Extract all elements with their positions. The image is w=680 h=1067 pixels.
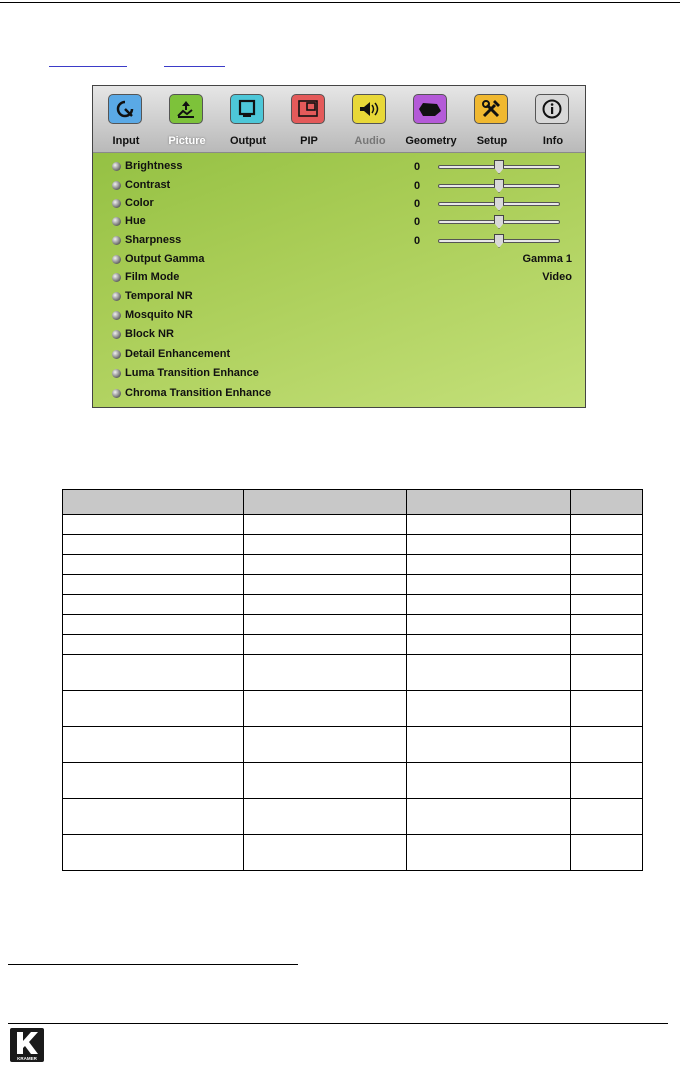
input-icon: [108, 94, 142, 124]
color-slider[interactable]: [438, 202, 560, 206]
table-row: [63, 727, 643, 763]
table-row: [63, 655, 643, 691]
menu-item-film-mode[interactable]: Film Mode Video: [112, 270, 572, 286]
bullet-icon: [112, 162, 121, 171]
table-row: [63, 555, 643, 575]
hue-slider[interactable]: [438, 220, 560, 224]
tab-label: Output: [229, 135, 267, 147]
table-header-row: [63, 490, 643, 515]
menu-item-mosquito-nr[interactable]: Mosquito NR: [112, 308, 572, 324]
tab-label: PIP: [300, 135, 318, 147]
tab-geometry[interactable]: [403, 94, 459, 152]
table-row: [63, 635, 643, 655]
table-row: [63, 763, 643, 799]
osd-tab-bar: [93, 86, 585, 153]
table-row: [63, 575, 643, 595]
table-row: [63, 615, 643, 635]
bullet-icon: [112, 330, 121, 339]
menu-item-color[interactable]: Color 0: [112, 196, 572, 212]
tab-label: Audio: [354, 135, 386, 147]
tab-input[interactable]: [98, 94, 154, 152]
menu-item-chroma-transition[interactable]: Chroma Transition Enhance: [112, 386, 572, 402]
table-row: [63, 835, 643, 871]
hyperlink-underline-2[interactable]: [164, 66, 225, 67]
tab-label: Picture: [168, 135, 206, 147]
header-rule: [0, 2, 680, 3]
menu-item-block-nr[interactable]: Block NR: [112, 327, 572, 343]
geometry-icon: [413, 94, 447, 124]
bullet-icon: [112, 236, 121, 245]
tab-label: Geometry: [405, 135, 457, 147]
osd-picture-menu: [92, 85, 586, 408]
tab-setup[interactable]: [464, 94, 520, 152]
svg-text:KRAMER: KRAMER: [17, 1056, 37, 1061]
slider-thumb[interactable]: [494, 215, 504, 229]
pip-icon: [291, 94, 325, 124]
kramer-logo: [10, 1028, 44, 1062]
picture-icon: [169, 94, 203, 124]
menu-item-temporal-nr[interactable]: Temporal NR: [112, 289, 572, 305]
contrast-slider[interactable]: [438, 184, 560, 188]
parameter-table: [62, 489, 643, 871]
brightness-slider[interactable]: [438, 165, 560, 169]
bullet-icon: [112, 369, 121, 378]
menu-item-sharpness[interactable]: Sharpness 0: [112, 233, 572, 249]
menu-item-luma-transition[interactable]: Luma Transition Enhance: [112, 366, 572, 382]
tab-audio[interactable]: [342, 94, 398, 152]
table-row: [63, 799, 643, 835]
tab-pip[interactable]: [281, 94, 337, 152]
bullet-icon: [112, 350, 121, 359]
menu-item-output-gamma[interactable]: Output Gamma Gamma 1: [112, 252, 572, 268]
table-row: [63, 595, 643, 615]
table-row: [63, 535, 643, 555]
tab-picture[interactable]: [159, 94, 215, 152]
table-row: [63, 515, 643, 535]
menu-item-hue[interactable]: Hue 0: [112, 214, 572, 230]
bullet-icon: [112, 217, 121, 226]
bullet-icon: [112, 389, 121, 398]
menu-item-detail-enhancement[interactable]: Detail Enhancement: [112, 347, 572, 363]
slider-thumb[interactable]: [494, 234, 504, 248]
bullet-icon: [112, 311, 121, 320]
slider-thumb[interactable]: [494, 160, 504, 174]
hyperlink-underline-1[interactable]: [49, 66, 127, 67]
table-row: [63, 691, 643, 727]
bullet-icon: [112, 181, 121, 190]
footer-rule: [8, 1023, 668, 1024]
tab-label: Setup: [476, 135, 508, 147]
slider-thumb[interactable]: [494, 197, 504, 211]
output-icon: [230, 94, 264, 124]
tab-output[interactable]: [220, 94, 276, 152]
slider-thumb[interactable]: [494, 179, 504, 193]
tab-info[interactable]: [525, 94, 581, 152]
tab-label: Input: [112, 135, 140, 147]
footnote-separator: [8, 964, 298, 965]
bullet-icon: [112, 292, 121, 301]
info-icon: [535, 94, 569, 124]
menu-item-brightness[interactable]: Brightness 0: [112, 159, 572, 175]
menu-item-contrast[interactable]: Contrast 0: [112, 178, 572, 194]
bullet-icon: [112, 199, 121, 208]
audio-icon: [352, 94, 386, 124]
bullet-icon: [112, 273, 121, 282]
bullet-icon: [112, 255, 121, 264]
sharpness-slider[interactable]: [438, 239, 560, 243]
setup-icon: [474, 94, 508, 124]
tab-label: Info: [542, 135, 564, 147]
